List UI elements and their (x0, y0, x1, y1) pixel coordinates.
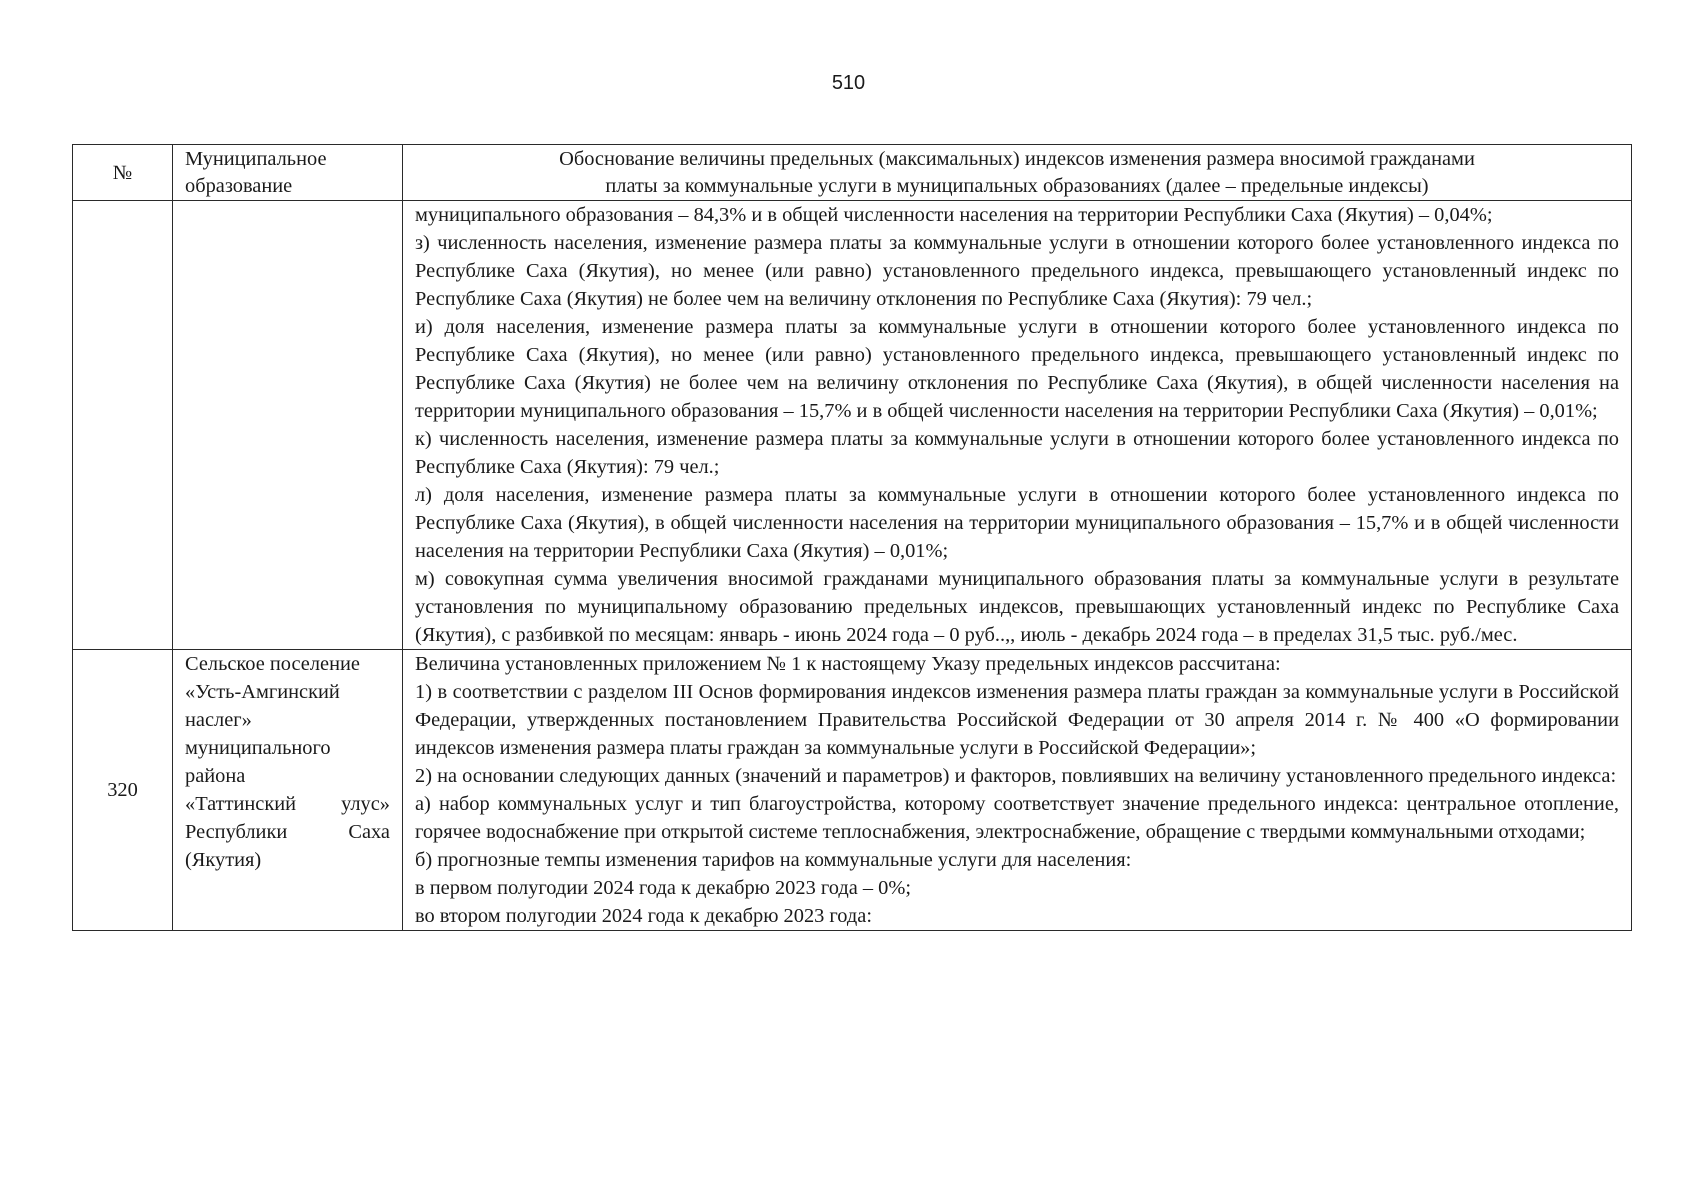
basis-paragraph: а) набор коммунальных услуг и тип благоустройства, которому соответствует значение предельного индекса: центральное отопление, горячее водоснабжение при открытой системе теплоснабжения, электроснабжение, обращение с твердыми коммунальными отходами; (415, 793, 1619, 843)
row-number: 320 (73, 650, 173, 931)
table-row (73, 201, 1632, 650)
row-basis (403, 650, 1632, 931)
municipality-line: Сельское поселение (185, 653, 360, 675)
header-municipality: Муниципальное образование (173, 145, 403, 201)
basis-paragraph: з) численность населения, изменение размера платы за коммунальные услуги в отношении которого более установленного индекса по Республике Саха (Якутия), но менее (или равно) установленного предельного индекса, превышающего установленный индекс по Республике Саха (Якутия) не более чем на величину отклонения по Республике Саха (Якутия): 79 чел.; (415, 232, 1619, 310)
row-number (73, 201, 173, 650)
basis-paragraph: к) численность населения, изменение размера платы за коммунальные услуги в отношении которого более установленного индекса по Республике Саха (Якутия): 79 чел.; (415, 428, 1619, 478)
municipality-line: (Якутия) (185, 849, 262, 871)
basis-paragraph: 2) на основании следующих данных (значений и параметров) и факторов, повлиявших на величину установленного предельного индекса: (415, 765, 1617, 787)
basis-paragraph: во втором полугодии 2024 года к декабрю 2023 года: (415, 905, 872, 927)
table-header-row (73, 145, 1632, 201)
basis-paragraph: Величина установленных приложением № 1 к настоящему Указу предельных индексов рассчитана: (415, 653, 1281, 675)
table-row (73, 650, 1632, 931)
page-number: 510 (831, 72, 866, 94)
basis-paragraph: и) доля населения, изменение размера платы за коммунальные услуги в отношении которого более установленного индекса по Республике Саха (Якутия), но менее (или равно) установленного предельного индекса, превышающего установленный индекс по Республике Саха (Якутия) не более чем на величину отклонения по Республике Саха (Якутия), в общей численности населения на территории муниципального образования – 15,7% и в общей численности населения на территории Республики Саха (Якутия) – 0,01%; (415, 316, 1619, 422)
municipality-line: наслег» (185, 709, 252, 731)
header-basis-line-1: Обоснование величины предельных (максимальных) индексов изменения размера вносимой гражданами (559, 148, 1475, 170)
row-municipality (173, 201, 403, 650)
header-basis (403, 145, 1632, 201)
row-basis (403, 201, 1632, 650)
basis-paragraph: 1) в соответствии с разделом III Основ формирования индексов изменения размера платы граждан за коммунальные услуги в Российской Федерации, утвержденных постановлением Правительства Российской Федерации от 30 апреля 2014 г. № 400 «О формировании индексов изменения размера платы граждан за коммунальные услуги в Российской Федерации»; (415, 681, 1619, 759)
header-basis-line-2: платы за коммунальные услуги в муниципальных образованиях (далее – предельные индексы) (605, 175, 1429, 197)
header-number: № (73, 145, 173, 201)
municipality-line: «Усть-Амгинский (185, 681, 340, 703)
municipality-line: муниципального (185, 737, 331, 759)
municipality-line: «Таттинский улус» (185, 793, 390, 815)
basis-paragraph: муниципального образования – 84,3% и в общей численности населения на территории Республики Саха (Якутия) – 0,04%; (415, 204, 1493, 226)
basis-paragraph: б) прогнозные темпы изменения тарифов на коммунальные услуги для населения: (415, 849, 1132, 871)
basis-paragraph: в первом полугодии 2024 года к декабрю 2023 года – 0%; (415, 877, 911, 899)
basis-paragraph: м) совокупная сумма увеличения вносимой гражданами муниципального образования платы за коммунальные услуги в результате установления по муниципальному образованию предельных индексов, превышающих установленный индекс по Республике Саха (Якутия), с разбивкой по месяцам: январь - июнь 2024 года – 0 руб..,, июль - декабрь 2024 года – в пределах 31,5 тыс. руб./мес. (415, 568, 1619, 646)
tariff-index-table (72, 144, 1632, 931)
basis-paragraph: л) доля населения, изменение размера платы за коммунальные услуги в отношении которого более установленного индекса по Республике Саха (Якутия), в общей численности населения на территории муниципального образования – 15,7% и в общей численности населения на территории Республики Саха (Якутия) – 0,01%; (415, 484, 1619, 562)
municipality-line: Республики Саха (185, 821, 390, 843)
municipality-line: района (185, 765, 246, 787)
row-municipality (173, 650, 403, 931)
